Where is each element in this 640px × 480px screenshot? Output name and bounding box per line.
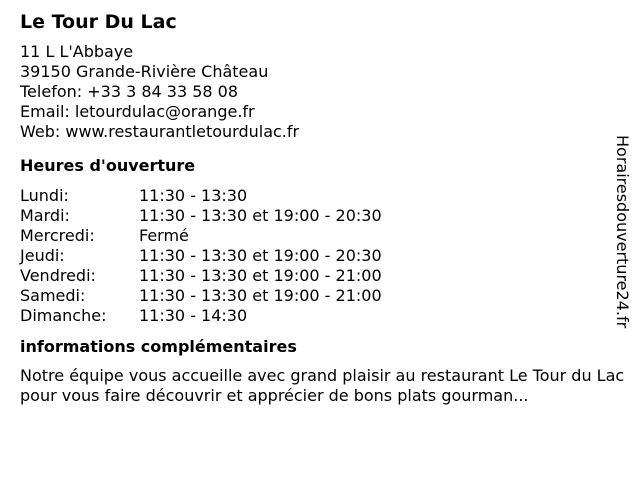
hours-time: 11:30 - 13:30 et 19:00 - 21:00: [139, 266, 382, 285]
hours-time: 11:30 - 13:30 et 19:00 - 20:30: [139, 206, 382, 225]
email: Email: letourdulac@orange.fr: [20, 102, 255, 121]
hours-table: [20, 186, 632, 326]
address-line-2: 39150 Grande-Rivière Château: [20, 62, 269, 81]
hours-time: 11:30 - 14:30: [139, 306, 248, 325]
info-description: Notre équipe vous accueille avec grand plaisir au restaurant Le Tour du Lac pour vous faire découvrir et apprécier de bons plats gourman...: [20, 366, 625, 405]
site-watermark: Horairesdouverture24.fr: [613, 135, 632, 329]
hours-time: Fermé: [139, 226, 189, 245]
hours-day: Vendredi:: [20, 266, 96, 285]
hours-row: [20, 246, 632, 266]
hours-row: [20, 286, 632, 306]
hours-day: Mardi:: [20, 206, 70, 225]
hours-day: Mercredi:: [20, 226, 95, 245]
hours-day: Jeudi:: [20, 246, 65, 265]
hours-time: 11:30 - 13:30 et 19:00 - 20:30: [139, 246, 382, 265]
hours-time: 11:30 - 13:30: [139, 186, 248, 205]
hours-day: Dimanche:: [20, 306, 107, 325]
restaurant-name: Le Tour Du Lac: [20, 11, 177, 33]
hours-row: [20, 306, 632, 326]
hours-time: 11:30 - 13:30 et 19:00 - 21:00: [139, 286, 382, 305]
hours-row: [20, 206, 632, 226]
hours-row: [20, 266, 632, 286]
address-line-1: 11 L L'Abbaye: [20, 42, 134, 61]
phone: Telefon: +33 3 84 33 58 08: [20, 82, 239, 101]
info-title: informations complémentaires: [20, 337, 297, 356]
hours-day: Lundi:: [20, 186, 69, 205]
hours-title: Heures d'ouverture: [20, 156, 196, 175]
restaurant-card: [20, 10, 632, 406]
hours-day: Samedi:: [20, 286, 86, 305]
hours-row: [20, 226, 632, 246]
website: Web: www.restaurantletourdulac.fr: [20, 122, 300, 141]
hours-row: [20, 186, 632, 206]
